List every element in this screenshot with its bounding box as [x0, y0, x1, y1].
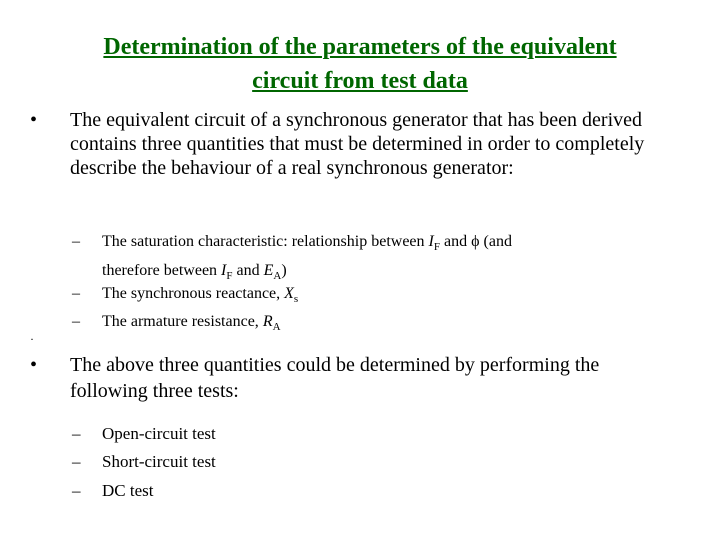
dash-marker: – — [72, 481, 81, 500]
subscript-F: F — [226, 270, 233, 283]
bullet-marker: • — [30, 109, 38, 131]
sub-item-text: (and — [479, 233, 512, 250]
bullet-1-text: The equivalent circuit of a synchronous generator that has been derived contains three quantities that must be determined in order to completely describe the behaviour of a real synchronous generator: — [70, 109, 645, 179]
bullet-marker: • — [30, 354, 38, 376]
sub-item-saturation — [72, 230, 672, 288]
bullet-2-text: The above three quantities could be determined by performing the following three tests: — [70, 354, 600, 402]
test-item-dc — [72, 479, 472, 503]
sub-item-text: The armature resistance, — [102, 313, 263, 330]
sub-item-text: and — [439, 233, 472, 250]
slide-title — [0, 30, 720, 98]
subscript-F: F — [433, 241, 440, 254]
symbol-phi: ϕ — [471, 233, 480, 250]
symbol-IF: I — [221, 262, 227, 280]
test-label: DC test — [102, 481, 154, 500]
sub-item-text: therefore between — [102, 262, 222, 280]
symbol-EA: E — [263, 262, 274, 280]
dash-marker: – — [72, 285, 80, 302]
dash-marker: – — [72, 452, 81, 471]
dash-marker: – — [72, 424, 81, 443]
sub-item-text: and — [232, 262, 264, 280]
sub-item-resistance — [72, 310, 672, 339]
bullet-1 — [30, 108, 680, 180]
test-item-short-circuit — [72, 450, 472, 474]
sub-item-text: The saturation characteristic: relationship between — [102, 233, 429, 250]
subscript-A: A — [272, 321, 281, 334]
stray-dot: · — [30, 332, 34, 346]
title-line-2: circuit from test data — [252, 68, 468, 94]
symbol-R: R — [262, 313, 273, 330]
test-item-open-circuit — [72, 422, 472, 446]
bullet-2 — [30, 352, 680, 404]
sub-item-text: ) — [281, 262, 287, 280]
test-label: Short-circuit test — [102, 452, 216, 471]
subscript-A: A — [273, 270, 282, 283]
dash-marker: – — [72, 313, 80, 330]
test-label: Open-circuit test — [102, 424, 216, 443]
title-line-1: Determination of the parameters of the equivalent — [103, 34, 617, 60]
subscript-s: s — [293, 293, 299, 306]
symbol-X: X — [284, 285, 294, 302]
symbol-IF: I — [428, 233, 434, 250]
sub-item-text: The synchronous reactance, — [102, 285, 285, 302]
dash-marker: – — [72, 233, 80, 250]
sub-item-reactance — [72, 282, 672, 311]
